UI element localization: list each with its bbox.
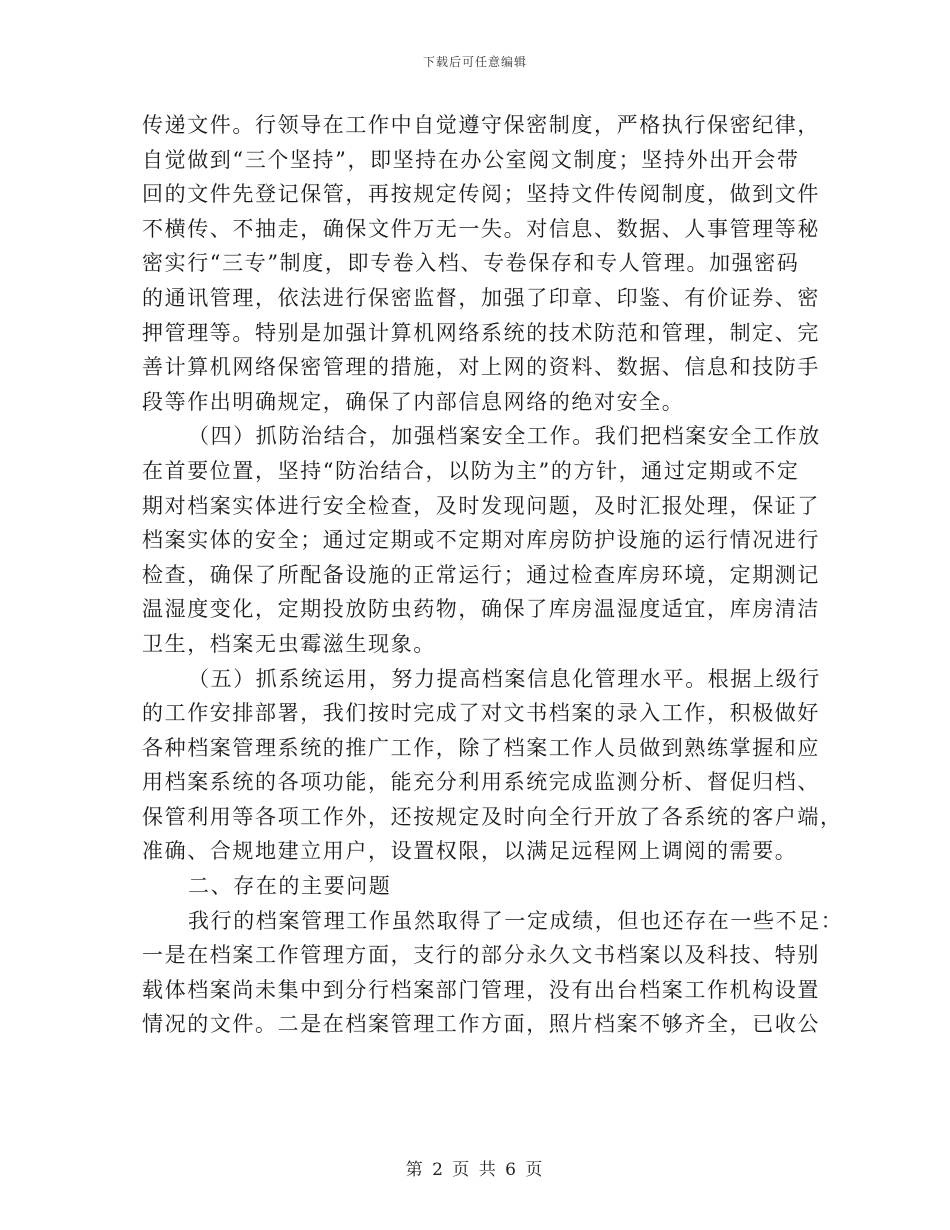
text-line: 检查，确保了所配备设施的正常运行；通过检查库房环境，定期测记 (142, 562, 820, 587)
text-line: 各种档案管理系统的推广工作，除了档案工作人员做到熟练掌握和应 (142, 735, 820, 760)
text-line: 用档案系统的各项功能，能充分利用系统完成监测分析、督促归档、 (142, 770, 820, 795)
page-number: 第 2 页 共 6 页 (405, 1160, 545, 1180)
text-line: 善计算机网络保密管理的措施，对上网的资料、数据、信息和技防手 (142, 355, 820, 380)
text-line: 一是在档案工作管理方面，支行的部分永久文书档案以及科技、特别 (142, 943, 820, 968)
paragraph-start-line: （四）抓防治结合，加强档案安全工作。我们把档案安全工作放 (188, 424, 821, 449)
text-line: 卫生，档案无虫霉滋生现象。 (142, 631, 436, 656)
text-line: 传递文件。行领导在工作中自觉遵守保密制度，严格执行保密纪律， (142, 113, 820, 137)
text-line: 不横传、不抽走，确保文件万无一失。对信息、数据、人事管理等秘 (142, 216, 820, 241)
text-line: 载体档案尚未集中到分行档案部门管理，没有出台档案工作机构设置 (142, 977, 820, 1002)
page-header: 下载后可任意编辑 (422, 55, 527, 69)
text-line: 温湿度变化，定期投放防虫药物，确保了库房温湿度适宜，库房清洁 (142, 597, 820, 622)
text-line: 段等作出明确规定，确保了内部信息网络的绝对安全。 (142, 389, 685, 414)
text-line: 档案实体的安全；通过定期或不定期对库房防护设施的运行情况进行 (142, 528, 820, 553)
text-line: 的工作安排部署，我们按时完成了对文书档案的录入工作，积极做好 (142, 701, 820, 726)
text-line: 期对档案实体进行安全检查，及时发现问题，及时汇报处理，保证了 (142, 493, 820, 518)
text-line: 密实行“三专”制度，即专卷入档、专卷保存和专人管理。加强密码 (142, 251, 800, 276)
text-line: 回的文件先登记保管，再按规定传阅；坚持文件传阅制度，做到文件 (142, 182, 820, 207)
text-line: 准确、合规地建立用户，设置权限，以满足远程网上调阅的需要。 (142, 839, 798, 864)
text-line: 在首要位置，坚持“防治结合，以防为主”的方针，通过定期或不定 (142, 458, 800, 483)
section-heading: 二、存在的主要问题 (188, 874, 392, 899)
text-line: 押管理等。特别是加强计算机网络系统的技术防范和管理，制定、完 (142, 320, 820, 345)
paragraph-start-line: （五）抓系统运用，努力提高档案信息化管理水平。根据上级行 (188, 666, 821, 691)
text-line: 的通讯管理，依法进行保密监督，加强了印章、印鉴、有价证券、密 (142, 285, 820, 310)
document-body (142, 108, 844, 1042)
paragraph-start-line: 我行的档案管理工作虽然取得了一定成绩，但也还存在一些不足： (188, 908, 844, 933)
text-line: 自觉做到“三个坚持”，即坚持在办公室阅文制度；坚持外出开会带 (142, 147, 800, 172)
text-line: 情况的文件。二是在档案管理工作方面，照片档案不够齐全，已收公 (142, 1012, 820, 1037)
text-line: 保管利用等各项工作外，还按规定及时向全行开放了各系统的客户端， (142, 804, 843, 829)
